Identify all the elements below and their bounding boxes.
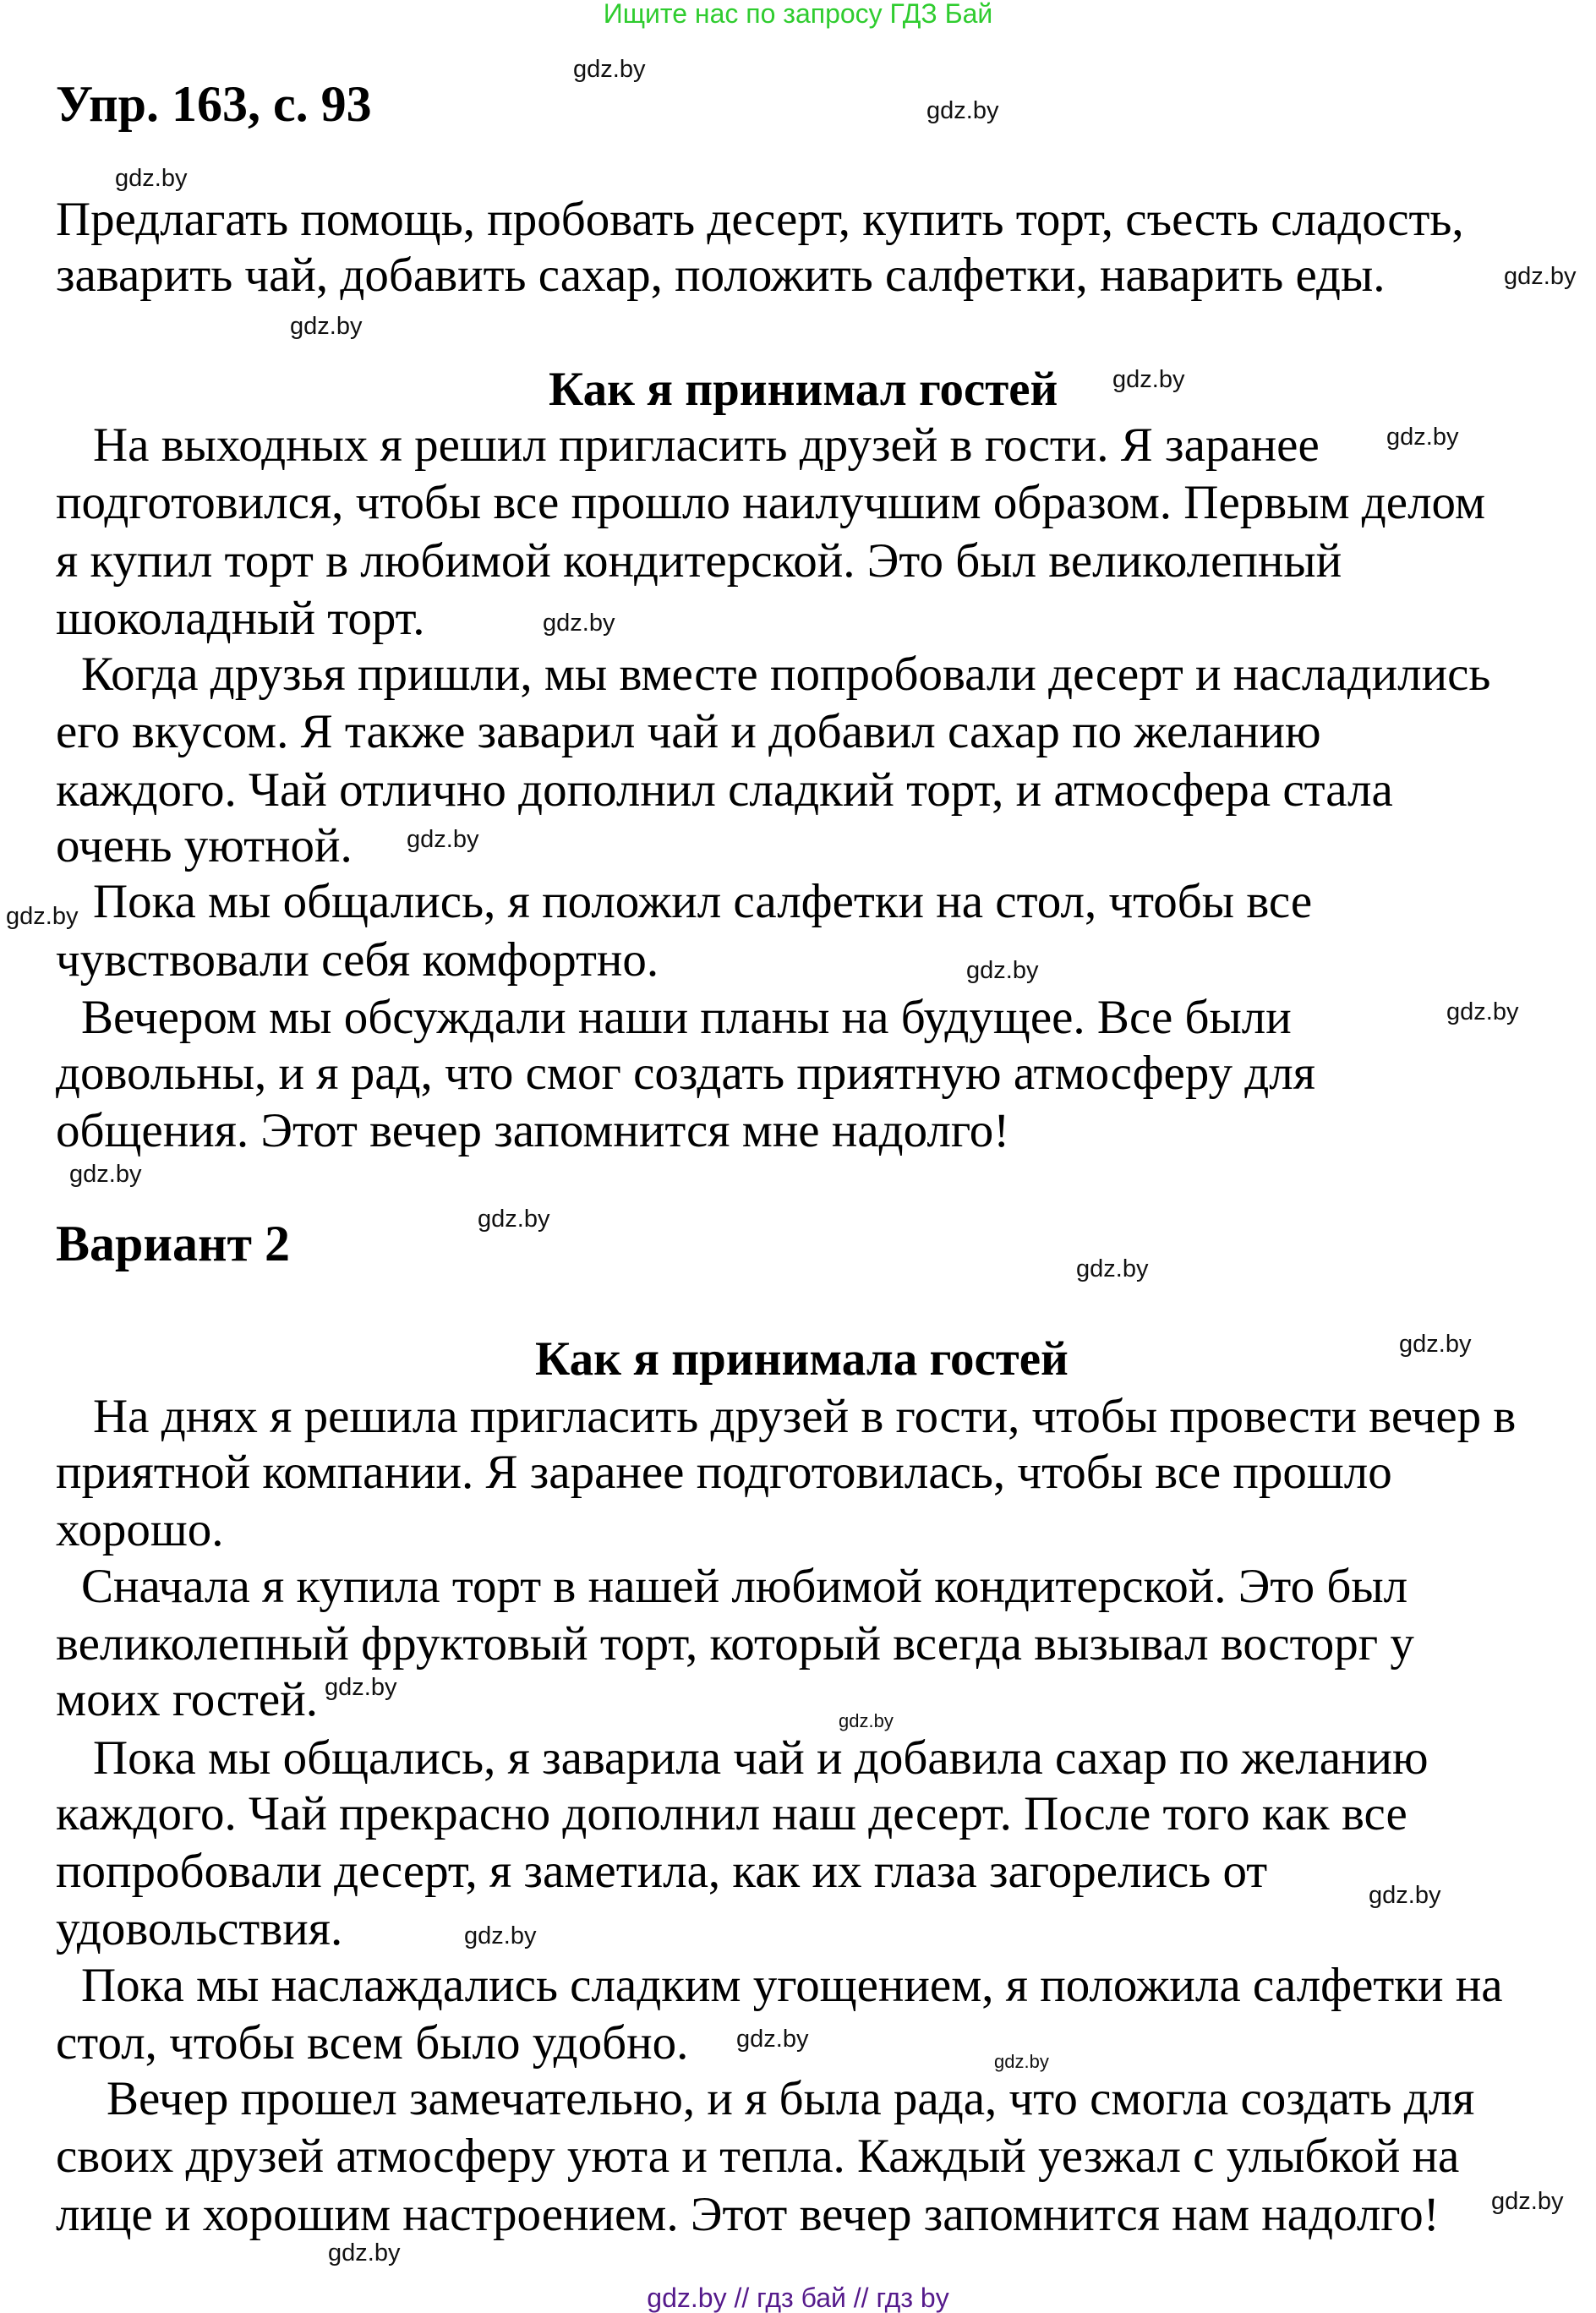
watermark: gdz.by: [1369, 1882, 1441, 1909]
watermark: gdz.by: [407, 826, 479, 853]
text-line: стол, чтобы всем было удобно.: [56, 2016, 689, 2070]
text-line: На выходных я решил пригласить друзей в гости. Я заранее: [93, 418, 1320, 472]
watermark: gdz.by: [966, 957, 1039, 984]
text-line: каждого. Чай отлично дополнил сладкий торт, и атмосфера стала: [56, 763, 1393, 817]
text-line: На днях я решила пригласить друзей в гости, чтобы провести вечер в: [93, 1390, 1517, 1443]
watermark: gdz.by: [1504, 263, 1577, 290]
intro-line: Предлагать помощь, пробовать десерт, купить торт, съесть сладость,: [56, 193, 1464, 246]
watermark: gdz.by: [926, 97, 999, 124]
watermark: gdz.by: [543, 610, 615, 637]
watermark: gdz.by: [478, 1206, 550, 1233]
watermark: gdz.by: [1386, 424, 1459, 451]
story-title: Как я принимал гостей: [549, 363, 1058, 416]
intro-line: заварить чай, добавить сахар, положить салфетки, наварить еды.: [56, 249, 1386, 302]
top-banner[interactable]: Ищите нас по запросу ГДЗ Бай: [603, 0, 993, 29]
text-line: шоколадный торт.: [56, 592, 425, 645]
text-line: Пока мы общались, я заварила чай и добавила сахар по желанию: [93, 1731, 1429, 1785]
watermark: gdz.by: [325, 1674, 397, 1701]
text-line: попробовали десерт, я заметила, как их глаза загорелись от: [56, 1845, 1268, 1898]
watermark: gdz.by: [839, 1710, 894, 1731]
text-line: Пока мы общались, я положил салфетки на стол, чтобы все: [93, 875, 1313, 928]
watermark: gdz.by: [69, 1161, 142, 1188]
watermark: gdz.by: [736, 2026, 809, 2053]
text-line: великолепный фруктовый торт, который всегда вызывал восторг у: [56, 1617, 1414, 1670]
text-line: Когда друзья пришли, мы вместе попробовали десерт и насладились: [81, 648, 1491, 701]
watermark: gdz.by: [994, 2051, 1049, 2072]
watermark: gdz.by: [464, 1922, 537, 1949]
text-line: довольны, и я рад, что смог создать приятную атмосферу для: [56, 1047, 1315, 1100]
variant-heading: Вариант 2: [56, 1216, 291, 1271]
exercise-heading: Упр. 163, с. 93: [56, 76, 372, 132]
footer-links[interactable]: gdz.by // гдз бай // гдз by: [647, 2283, 949, 2313]
text-line: Вечером мы обсуждали наши планы на будущее. Все были: [81, 991, 1292, 1044]
text-line: Вечер прошел замечательно, и я была рада, что смогла создать для: [107, 2072, 1475, 2125]
watermark: gdz.by: [1446, 998, 1519, 1025]
text-line: моих гостей.: [56, 1673, 318, 1726]
watermark: gdz.by: [115, 165, 188, 192]
text-line: чувствовали себя комфортно.: [56, 933, 659, 987]
watermark: gdz.by: [1399, 1331, 1472, 1358]
story-title: Как я принимала гостей: [535, 1332, 1069, 1386]
watermark: gdz.by: [1112, 366, 1185, 393]
watermark: gdz.by: [290, 313, 363, 340]
text-line: очень уютной.: [56, 819, 353, 872]
text-line: я купил торт в любимой кондитерской. Это был великолепный: [56, 534, 1342, 588]
text-line: удовольствия.: [56, 1902, 343, 1955]
text-line: Пока мы наслаждались сладким угощением, я положила салфетки на: [81, 1959, 1503, 2012]
text-line: хорошо.: [56, 1503, 224, 1556]
text-line: его вкусом. Я также заварил чай и добавил сахар по желанию: [56, 705, 1321, 758]
text-line: своих друзей атмосферу уюта и тепла. Каждый уезжал с улыбкой на: [56, 2130, 1460, 2183]
text-line: приятной компании. Я заранее подготовилась, чтобы все прошло: [56, 1446, 1392, 1499]
watermark: gdz.by: [328, 2239, 401, 2267]
text-line: лице и хорошим настроением. Этот вечер запомнится нам надолго!: [56, 2188, 1440, 2241]
watermark: gdz.by: [573, 56, 646, 83]
text-line: каждого. Чай прекрасно дополнил наш десерт. После того как все: [56, 1787, 1407, 1840]
watermark: gdz.by: [1491, 2188, 1564, 2215]
text-line: общения. Этот вечер запомнится мне надолго!: [56, 1104, 1010, 1157]
text-line: подготовился, чтобы все прошло наилучшим образом. Первым делом: [56, 476, 1486, 529]
watermark: gdz.by: [6, 903, 79, 930]
watermark: gdz.by: [1076, 1255, 1149, 1282]
text-line: Сначала я купила торт в нашей любимой кондитерской. Это был: [81, 1560, 1408, 1613]
